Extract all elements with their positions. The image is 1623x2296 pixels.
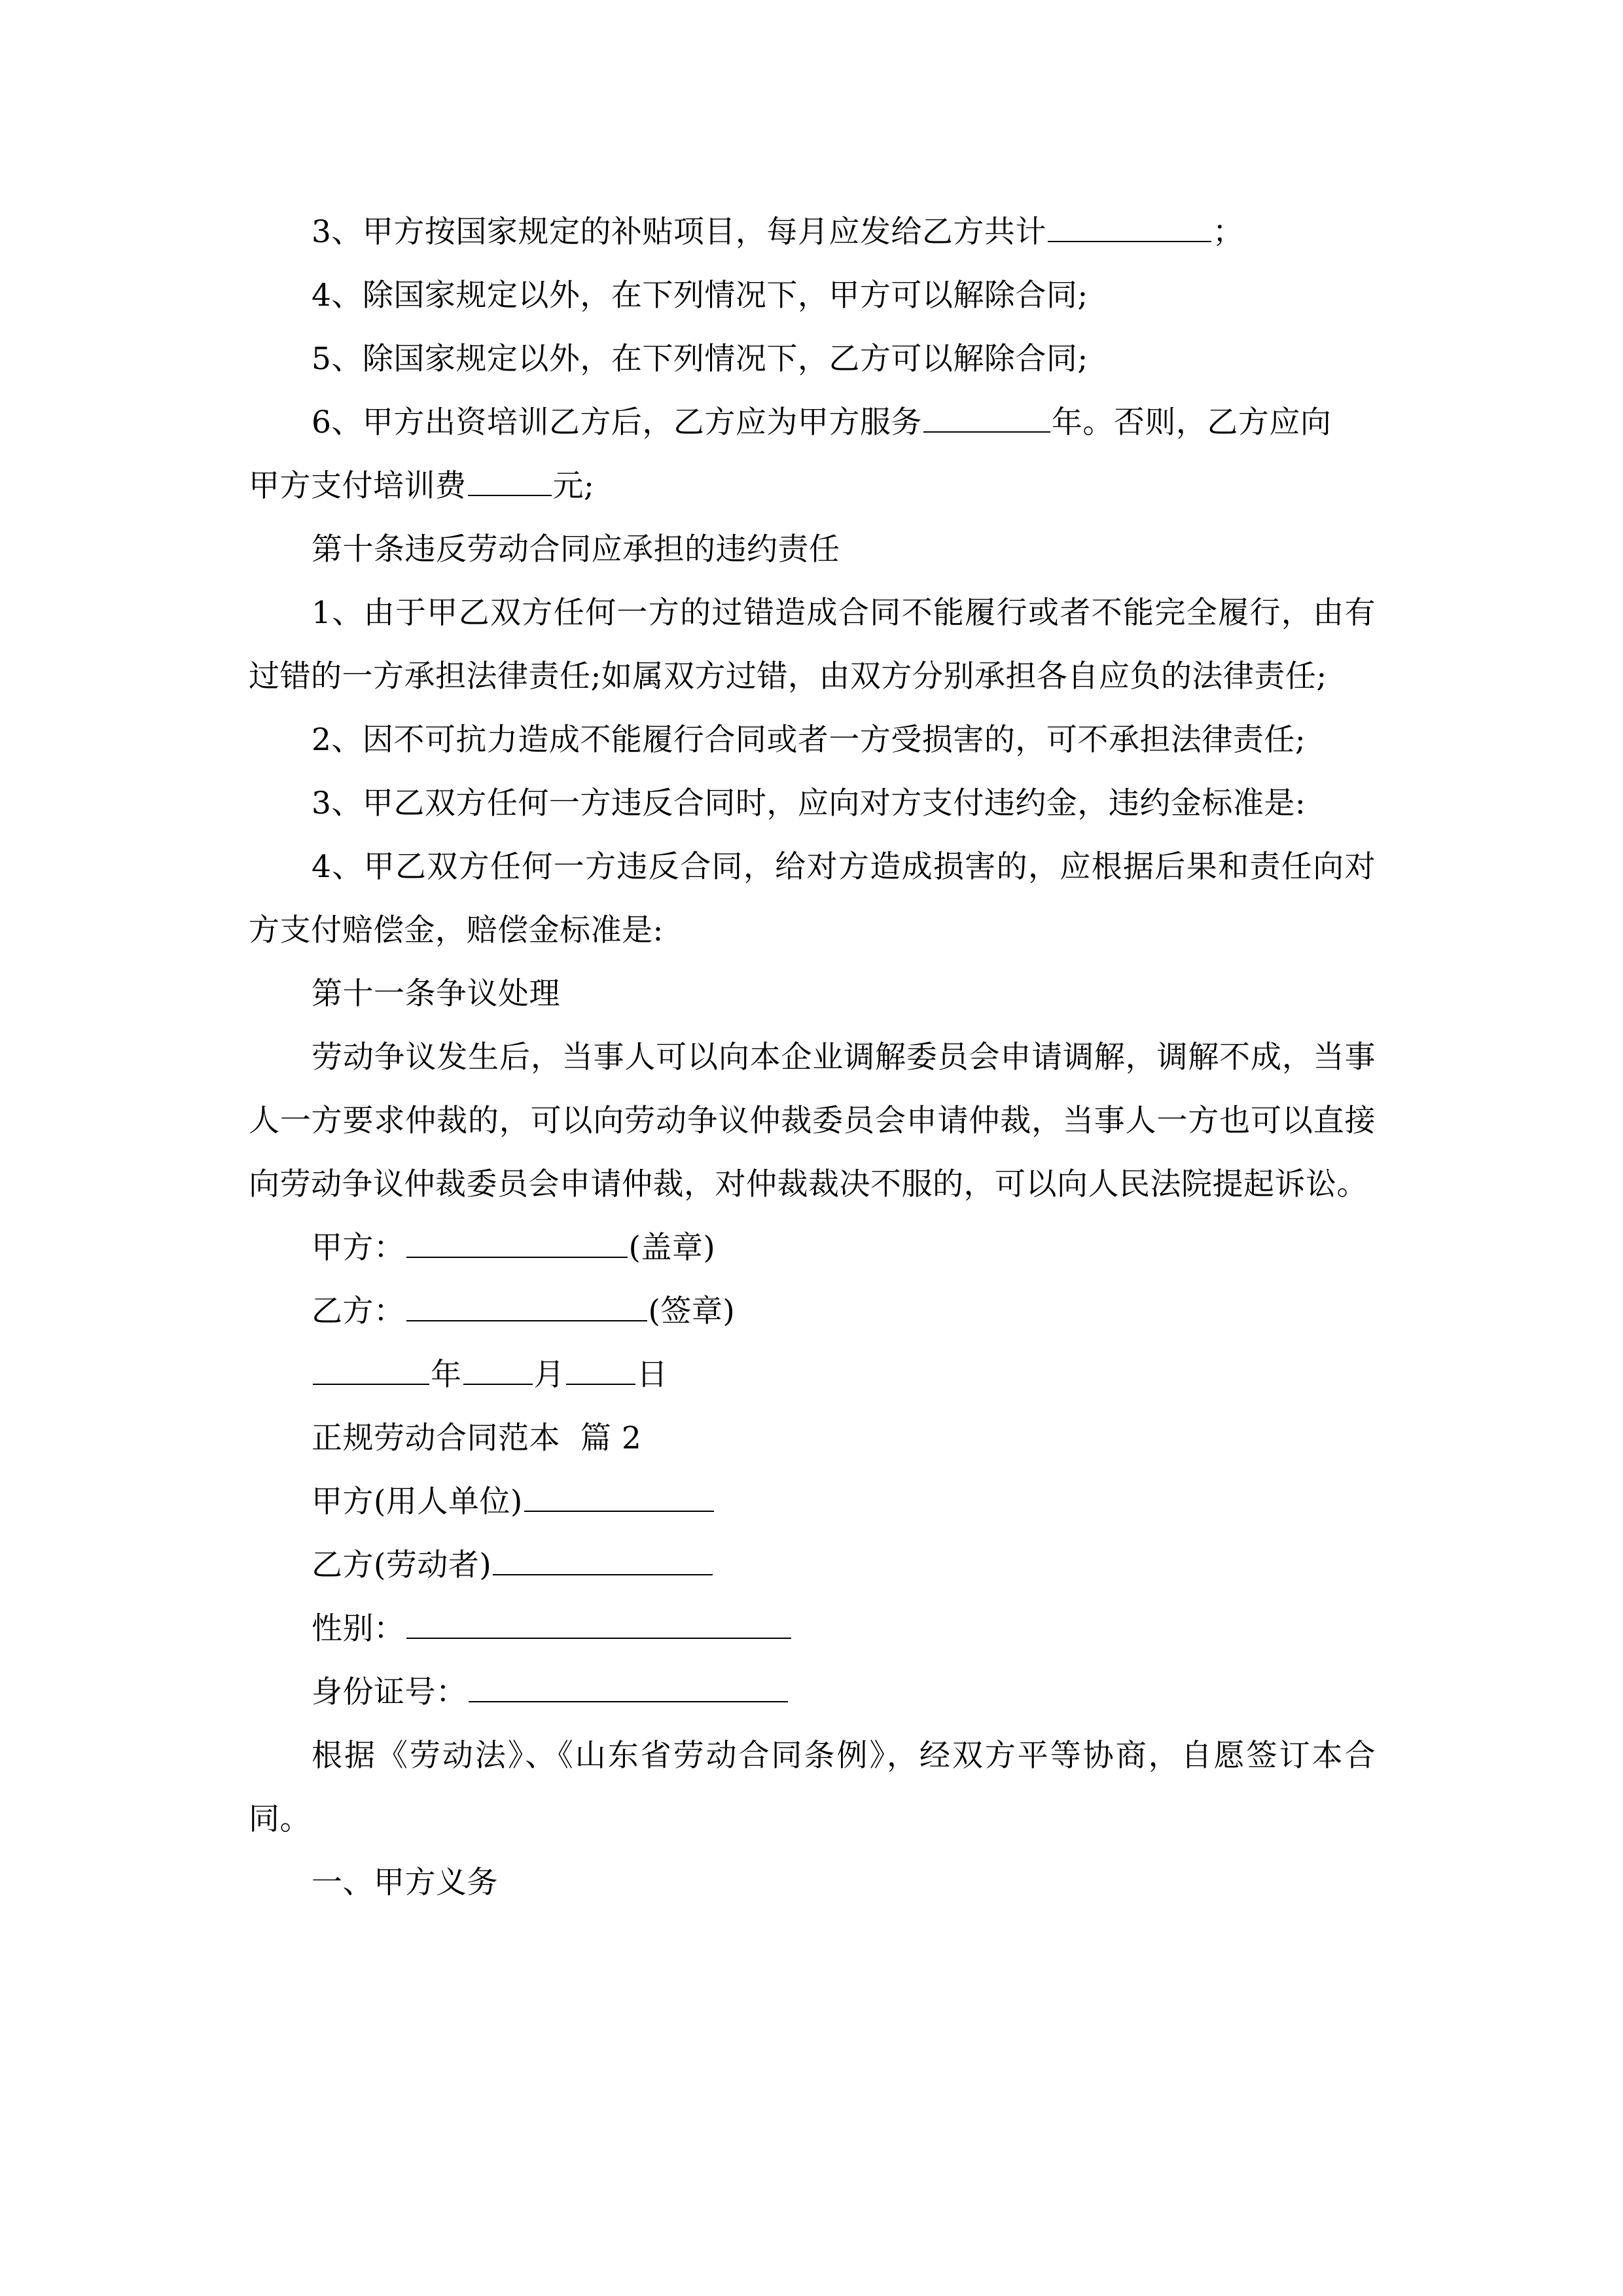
date-day-label: 日 (637, 1357, 668, 1393)
clause-text: 元; (552, 468, 595, 504)
date-month-label: 月 (533, 1357, 565, 1393)
employer-blank[interactable] (524, 1482, 714, 1512)
clause-text: 甲方支付培训费 (249, 468, 467, 504)
contract-2-title: 正规劳动合同范本 篇 2 (312, 1420, 642, 1456)
gender-label: 性别： (312, 1611, 405, 1647)
signature-party-a (249, 1216, 1376, 1280)
date-year-label: 年 (431, 1357, 462, 1393)
date-day-blank[interactable] (566, 1355, 635, 1385)
employee-field (249, 1534, 1376, 1597)
fill-in-blank-training-fee[interactable] (468, 466, 552, 496)
employer-label: 甲方(用人单位) (312, 1484, 523, 1520)
clause-text: 3、甲方按国家规定的补贴项目，每月应发给乙方共计 (312, 214, 1046, 250)
section-10-item-2: 2、因不可抗力造成不能履行合同或者一方受损害的，可不承担法律责任; (312, 722, 1306, 758)
party-a-seal-note: (盖章) (628, 1230, 716, 1266)
section-11-body: 劳动争议发生后，当事人可以向本企业调解委员会申请调解，调解不成，当事人一方要求仲裁的，可以向劳动争议仲裁委员会申请仲裁，当事人一方也可以直接向劳动争议仲裁委员会申请仲裁，对仲裁裁决不服的，可以向人民法院提起诉讼。 (249, 1039, 1376, 1202)
clause-item-5: 5、除国家规定以外，在下列情况下，乙方可以解除合同; (312, 341, 1088, 377)
clause-item-6-line1 (249, 391, 1376, 454)
gender-blank[interactable] (406, 1609, 791, 1639)
clause-text: 6、甲方出资培训乙方后，乙方应为甲方服务 (312, 404, 922, 440)
id-number-label: 身份证号： (312, 1674, 467, 1710)
clause-item-3 (249, 200, 1376, 264)
id-number-field (249, 1660, 1376, 1724)
date-month-blank[interactable] (463, 1355, 533, 1385)
signature-date (249, 1343, 1376, 1407)
gender-field (249, 1597, 1376, 1660)
party-a-label: 甲方： (312, 1230, 405, 1266)
clause-text: 年。否则，乙方应向 (1051, 404, 1332, 440)
section-10-item-1: 1、由于甲乙双方任何一方的过错造成合同不能履行或者不能完全履行，由有过错的一方承担法律责任;如属双方过错，由双方分别承担各自应负的法律责任; (249, 595, 1376, 694)
section-10-item-3: 3、甲乙双方任何一方违反合同时，应向对方支付违约金，违约金标准是: (312, 785, 1306, 821)
party-a-signature-blank[interactable] (406, 1228, 628, 1258)
fill-in-blank-monthly-subsidy[interactable] (1048, 212, 1211, 242)
date-year-blank[interactable] (313, 1355, 429, 1385)
party-b-seal-note: (签章) (648, 1293, 736, 1329)
employee-blank[interactable] (493, 1545, 713, 1575)
document-page (249, 200, 1376, 1914)
party-b-label: 乙方： (312, 1293, 405, 1329)
signature-party-b (249, 1280, 1376, 1343)
party-b-signature-blank[interactable] (406, 1291, 647, 1321)
section-11-heading: 第十一条争议处理 (312, 976, 560, 1012)
section-10-item-4: 4、甲乙双方任何一方违反合同，给对方造成损害的，应根据后果和责任向对方支付赔偿金，赔偿金标准是: (249, 849, 1376, 948)
employee-label: 乙方(劳动者) (312, 1547, 492, 1583)
clause-item-6-line2 (249, 454, 1376, 518)
id-number-blank[interactable] (469, 1672, 788, 1702)
fill-in-blank-service-years[interactable] (923, 403, 1050, 433)
clause-item-4: 4、除国家规定以外，在下列情况下，甲方可以解除合同; (312, 278, 1088, 314)
clause-punct: ； (1212, 214, 1244, 250)
section-10-heading: 第十条违反劳动合同应承担的违约责任 (312, 531, 840, 567)
employer-field (249, 1470, 1376, 1534)
section-1-heading: 一、甲方义务 (312, 1865, 498, 1901)
contract-2-preamble: 根据《劳动法》、《山东省劳动合同条例》，经双方平等协商，自愿签订本合同。 (249, 1738, 1376, 1837)
